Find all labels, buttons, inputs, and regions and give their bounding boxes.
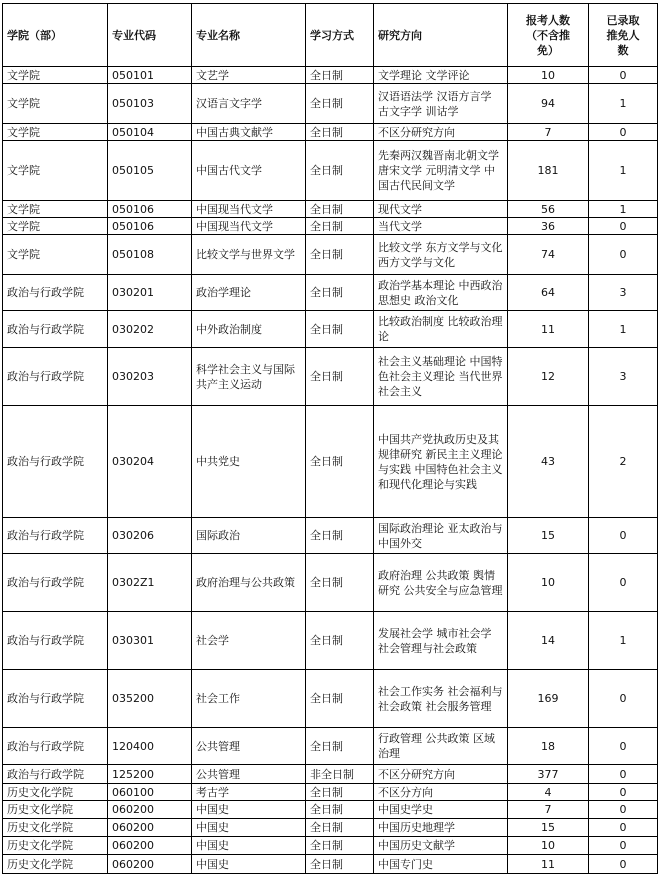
cell-mode: 全日制 xyxy=(306,348,374,406)
cell-name: 考古学 xyxy=(192,784,306,801)
cell-direction: 中国专门史 xyxy=(374,855,508,874)
header-mode: 学习方式 xyxy=(306,4,374,67)
header-applicants-line1: 报考人数 xyxy=(526,13,570,27)
cell-mode: 全日制 xyxy=(306,819,374,837)
cell-direction: 中国历史地理学 xyxy=(374,819,508,837)
cell-mode: 全日制 xyxy=(306,518,374,554)
cell-mode: 全日制 xyxy=(306,141,374,201)
cell-direction: 国际政治理论 亚太政治与中国外交 xyxy=(374,518,508,554)
header-admitted-line2: 推免人 xyxy=(606,28,640,42)
cell-code: 060200 xyxy=(108,837,192,855)
cell-direction: 中国历史文献学 xyxy=(374,837,508,855)
cell-direction: 文学理论 文学评论 xyxy=(374,67,508,84)
cell-name: 中国史 xyxy=(192,837,306,855)
cell-admitted: 0 xyxy=(589,765,658,784)
cell-name: 中共党史 xyxy=(192,406,306,518)
cell-code: 050106 xyxy=(108,218,192,235)
table-row xyxy=(3,784,658,801)
cell-mode: 非全日制 xyxy=(306,765,374,784)
table-row xyxy=(3,141,658,201)
header-applicants xyxy=(508,4,589,67)
table-row xyxy=(3,218,658,235)
cell-code: 0302Z1 xyxy=(108,554,192,612)
cell-direction: 现代文学 xyxy=(374,201,508,218)
cell-school: 政治与行政学院 xyxy=(3,670,108,728)
cell-admitted: 1 xyxy=(589,612,658,670)
cell-mode: 全日制 xyxy=(306,235,374,275)
header-name: 专业名称 xyxy=(192,4,306,67)
cell-code: 120400 xyxy=(108,728,192,765)
cell-mode: 全日制 xyxy=(306,84,374,124)
cell-school: 政治与行政学院 xyxy=(3,554,108,612)
cell-name: 政治学理论 xyxy=(192,275,306,311)
header-school: 学院（部） xyxy=(3,4,108,67)
admissions-table xyxy=(2,3,658,874)
cell-school: 文学院 xyxy=(3,141,108,201)
cell-name: 中国古典文献学 xyxy=(192,124,306,141)
cell-applicants: 4 xyxy=(508,784,589,801)
header-admitted-line1: 已录取 xyxy=(606,13,640,27)
cell-applicants: 10 xyxy=(508,837,589,855)
cell-mode: 全日制 xyxy=(306,275,374,311)
cell-direction: 社会工作实务 社会福利与社会政策 社会服务管理 xyxy=(374,670,508,728)
cell-applicants: 377 xyxy=(508,765,589,784)
header-row xyxy=(3,4,658,67)
header-applicants-line3: 免） xyxy=(537,43,559,57)
table-row xyxy=(3,275,658,311)
cell-mode: 全日制 xyxy=(306,612,374,670)
table-row xyxy=(3,670,658,728)
table-row xyxy=(3,311,658,348)
cell-mode: 全日制 xyxy=(306,801,374,819)
cell-admitted: 1 xyxy=(589,84,658,124)
cell-admitted: 0 xyxy=(589,837,658,855)
cell-code: 050105 xyxy=(108,141,192,201)
cell-school: 政治与行政学院 xyxy=(3,612,108,670)
cell-code: 050103 xyxy=(108,84,192,124)
cell-admitted: 0 xyxy=(589,801,658,819)
cell-direction: 不区分方向 xyxy=(374,784,508,801)
table-row xyxy=(3,406,658,518)
cell-school: 历史文化学院 xyxy=(3,784,108,801)
cell-name: 中国古代文学 xyxy=(192,141,306,201)
cell-admitted: 0 xyxy=(589,670,658,728)
cell-applicants: 10 xyxy=(508,67,589,84)
table-row xyxy=(3,765,658,784)
cell-mode: 全日制 xyxy=(306,554,374,612)
cell-mode: 全日制 xyxy=(306,218,374,235)
cell-admitted: 1 xyxy=(589,201,658,218)
cell-mode: 全日制 xyxy=(306,406,374,518)
cell-applicants: 15 xyxy=(508,518,589,554)
cell-school: 政治与行政学院 xyxy=(3,348,108,406)
cell-admitted: 0 xyxy=(589,235,658,275)
cell-name: 中国史 xyxy=(192,819,306,837)
cell-school: 文学院 xyxy=(3,84,108,124)
header-code: 专业代码 xyxy=(108,4,192,67)
cell-name: 公共管理 xyxy=(192,728,306,765)
cell-school: 政治与行政学院 xyxy=(3,406,108,518)
cell-code: 060100 xyxy=(108,784,192,801)
cell-name: 政府治理与公共政策 xyxy=(192,554,306,612)
table-body xyxy=(3,67,658,874)
cell-direction: 汉语语法学 汉语方言学 古文字学 训诂学 xyxy=(374,84,508,124)
header-admitted-line3: 数 xyxy=(617,43,629,57)
table-row xyxy=(3,235,658,275)
cell-admitted: 0 xyxy=(589,554,658,612)
table-row xyxy=(3,201,658,218)
cell-school: 历史文化学院 xyxy=(3,855,108,874)
cell-school: 文学院 xyxy=(3,201,108,218)
cell-admitted: 0 xyxy=(589,124,658,141)
table-row xyxy=(3,84,658,124)
cell-code: 050104 xyxy=(108,124,192,141)
cell-code: 125200 xyxy=(108,765,192,784)
cell-direction: 政治学基本理论 中西政治思想史 政治文化 xyxy=(374,275,508,311)
cell-admitted: 0 xyxy=(589,855,658,874)
cell-direction: 政府治理 公共政策 舆情研究 公共安全与应急管理 xyxy=(374,554,508,612)
cell-name: 科学社会主义与国际共产主义运动 xyxy=(192,348,306,406)
cell-school: 政治与行政学院 xyxy=(3,275,108,311)
cell-direction: 社会主义基础理论 中国特色社会主义理论 当代世界社会主义 xyxy=(374,348,508,406)
cell-direction: 不区分研究方向 xyxy=(374,124,508,141)
cell-applicants: 11 xyxy=(508,855,589,874)
cell-name: 中外政治制度 xyxy=(192,311,306,348)
table-row xyxy=(3,837,658,855)
cell-code: 050101 xyxy=(108,67,192,84)
table-row xyxy=(3,348,658,406)
cell-mode: 全日制 xyxy=(306,67,374,84)
cell-applicants: 12 xyxy=(508,348,589,406)
cell-applicants: 18 xyxy=(508,728,589,765)
cell-name: 公共管理 xyxy=(192,765,306,784)
cell-code: 060200 xyxy=(108,801,192,819)
cell-code: 050108 xyxy=(108,235,192,275)
cell-school: 政治与行政学院 xyxy=(3,765,108,784)
cell-code: 030204 xyxy=(108,406,192,518)
header-admitted xyxy=(589,4,658,67)
cell-direction: 当代文学 xyxy=(374,218,508,235)
cell-mode: 全日制 xyxy=(306,311,374,348)
cell-name: 中国现当代文学 xyxy=(192,201,306,218)
cell-mode: 全日制 xyxy=(306,837,374,855)
cell-school: 政治与行政学院 xyxy=(3,518,108,554)
cell-applicants: 36 xyxy=(508,218,589,235)
cell-name: 社会学 xyxy=(192,612,306,670)
cell-direction: 比较文学 东方文学与文化 西方文学与文化 xyxy=(374,235,508,275)
cell-mode: 全日制 xyxy=(306,728,374,765)
cell-name: 比较文学与世界文学 xyxy=(192,235,306,275)
cell-direction: 行政管理 公共政策 区域治理 xyxy=(374,728,508,765)
cell-code: 030206 xyxy=(108,518,192,554)
cell-applicants: 15 xyxy=(508,819,589,837)
cell-name: 中国史 xyxy=(192,855,306,874)
cell-mode: 全日制 xyxy=(306,855,374,874)
cell-applicants: 74 xyxy=(508,235,589,275)
cell-school: 文学院 xyxy=(3,67,108,84)
table-row xyxy=(3,855,658,874)
cell-code: 060200 xyxy=(108,819,192,837)
cell-direction: 先秦两汉魏晋南北朝文学 唐宋文学 元明清文学 中国古代民间文学 xyxy=(374,141,508,201)
cell-applicants: 7 xyxy=(508,801,589,819)
cell-mode: 全日制 xyxy=(306,201,374,218)
cell-school: 政治与行政学院 xyxy=(3,728,108,765)
table-row xyxy=(3,612,658,670)
cell-admitted: 3 xyxy=(589,275,658,311)
cell-direction: 中国共产党执政历史及其规律研究 新民主主义理论与实践 中国特色社会主义和现代化理论与实践 xyxy=(374,406,508,518)
cell-school: 文学院 xyxy=(3,218,108,235)
cell-code: 050106 xyxy=(108,201,192,218)
cell-applicants: 7 xyxy=(508,124,589,141)
cell-applicants: 169 xyxy=(508,670,589,728)
cell-name: 汉语言文字学 xyxy=(192,84,306,124)
cell-code: 030301 xyxy=(108,612,192,670)
cell-applicants: 43 xyxy=(508,406,589,518)
cell-applicants: 14 xyxy=(508,612,589,670)
cell-school: 历史文化学院 xyxy=(3,837,108,855)
cell-school: 文学院 xyxy=(3,124,108,141)
cell-applicants: 64 xyxy=(508,275,589,311)
table-row xyxy=(3,124,658,141)
cell-applicants: 56 xyxy=(508,201,589,218)
table-row xyxy=(3,801,658,819)
cell-admitted: 0 xyxy=(589,518,658,554)
cell-admitted: 0 xyxy=(589,218,658,235)
cell-mode: 全日制 xyxy=(306,124,374,141)
cell-admitted: 0 xyxy=(589,819,658,837)
cell-school: 历史文化学院 xyxy=(3,801,108,819)
cell-code: 030203 xyxy=(108,348,192,406)
header-direction: 研究方向 xyxy=(374,4,508,67)
cell-code: 030202 xyxy=(108,311,192,348)
cell-school: 政治与行政学院 xyxy=(3,311,108,348)
header-applicants-line2: （不含推 xyxy=(526,28,570,42)
cell-direction: 不区分研究方向 xyxy=(374,765,508,784)
table-row xyxy=(3,518,658,554)
cell-name: 国际政治 xyxy=(192,518,306,554)
cell-school: 历史文化学院 xyxy=(3,819,108,837)
cell-mode: 全日制 xyxy=(306,784,374,801)
table-row xyxy=(3,728,658,765)
cell-admitted: 1 xyxy=(589,141,658,201)
cell-applicants: 181 xyxy=(508,141,589,201)
cell-admitted: 0 xyxy=(589,784,658,801)
cell-direction: 发展社会学 城市社会学 社会管理与社会政策 xyxy=(374,612,508,670)
cell-school: 文学院 xyxy=(3,235,108,275)
cell-applicants: 11 xyxy=(508,311,589,348)
table-row xyxy=(3,67,658,84)
cell-admitted: 0 xyxy=(589,728,658,765)
cell-direction: 中国史学史 xyxy=(374,801,508,819)
cell-direction: 比较政治制度 比较政治理论 xyxy=(374,311,508,348)
cell-mode: 全日制 xyxy=(306,670,374,728)
cell-code: 060200 xyxy=(108,855,192,874)
cell-admitted: 0 xyxy=(589,67,658,84)
cell-admitted: 3 xyxy=(589,348,658,406)
cell-applicants: 94 xyxy=(508,84,589,124)
cell-code: 030201 xyxy=(108,275,192,311)
table-row xyxy=(3,819,658,837)
cell-admitted: 1 xyxy=(589,311,658,348)
cell-name: 中国现当代文学 xyxy=(192,218,306,235)
cell-name: 社会工作 xyxy=(192,670,306,728)
cell-admitted: 2 xyxy=(589,406,658,518)
table-row xyxy=(3,554,658,612)
cell-name: 文艺学 xyxy=(192,67,306,84)
cell-name: 中国史 xyxy=(192,801,306,819)
cell-applicants: 10 xyxy=(508,554,589,612)
cell-code: 035200 xyxy=(108,670,192,728)
